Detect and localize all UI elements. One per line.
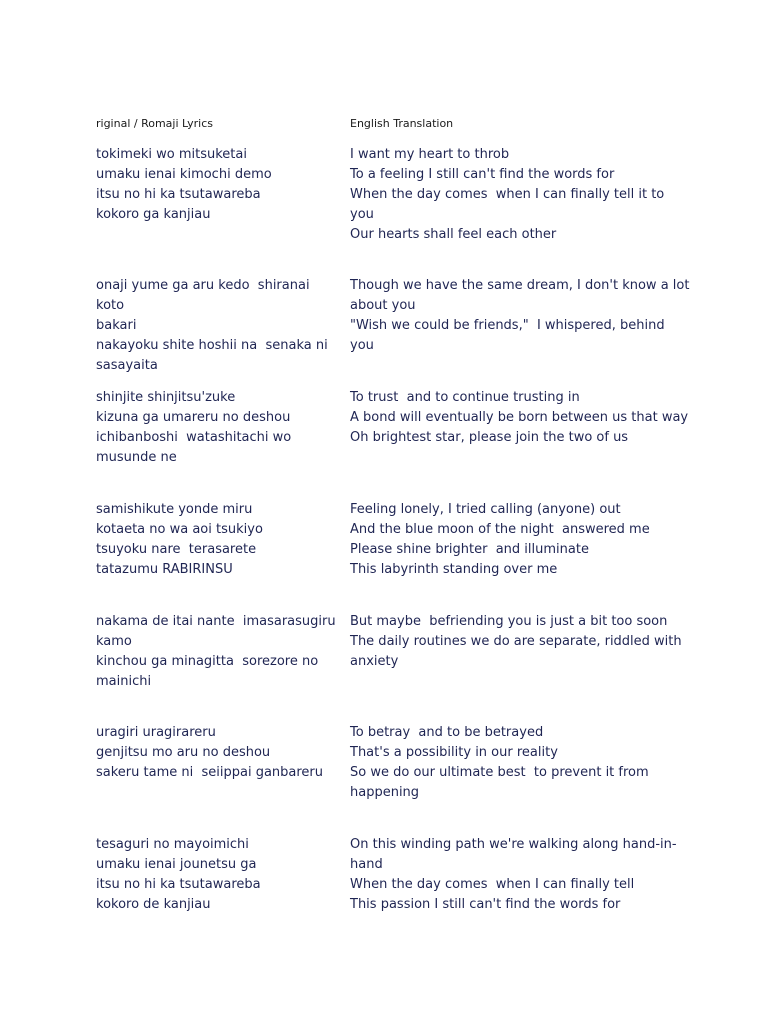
romaji-line: kotaeta no wa aoi tsukiyo <box>96 522 263 537</box>
romaji-line: onaji yume ga aru kedo shiranai koto <box>96 278 314 313</box>
english-column <box>350 612 690 672</box>
english-line: Feeling lonely, I tried calling (anyone) out <box>350 502 621 517</box>
romaji-line: musunde ne <box>96 450 177 465</box>
romaji-line: shinjite shinjitsu'zuke <box>96 390 236 405</box>
english-line: happening <box>350 785 420 800</box>
romaji-line: tesaguri no mayoimichi <box>96 837 249 852</box>
romaji-line: sakeru tame ni seiippai ganbareru <box>96 765 324 780</box>
romaji-line: samishikute yonde miru <box>96 502 253 517</box>
english-line: Our hearts shall feel each other <box>350 227 557 242</box>
romaji-column <box>96 145 336 225</box>
romaji-line: tsuyoku nare terasarete <box>96 542 257 557</box>
english-line: But maybe befriending you is just a bit too soon <box>350 614 668 629</box>
english-line: Please shine brighter and illuminate <box>350 542 589 557</box>
english-line: about you <box>350 298 416 313</box>
romaji-line: tokimeki wo mitsuketai <box>96 147 247 162</box>
romaji-line: tatazumu RABIRINSU <box>96 562 233 577</box>
romaji-line: kizuna ga umareru no deshou <box>96 410 291 425</box>
english-line: hand <box>350 857 383 872</box>
english-line: anxiety <box>350 654 399 669</box>
english-column <box>350 276 690 356</box>
romaji-line: sasayaita <box>96 358 158 373</box>
english-line: "Wish we could be friends," I whispered, behind you <box>350 318 669 353</box>
translation-header: English Translation <box>350 117 454 130</box>
romaji-line: kinchou ga minagitta sorezore no <box>96 654 319 669</box>
english-line: A bond will eventually be born between us that way <box>350 410 689 425</box>
english-line: Though we have the same dream, I don't know a lot <box>350 278 690 293</box>
romaji-line: kokoro ga kanjiau <box>96 207 211 222</box>
romaji-column <box>96 276 336 376</box>
english-line: To a feeling I still can't find the words for <box>350 167 615 182</box>
romaji-line: ichibanboshi watashitachi wo <box>96 430 292 445</box>
romaji-line: mainichi <box>96 674 152 689</box>
english-line: On this winding path we're walking along hand-in- <box>350 837 677 852</box>
romaji-line: bakari <box>96 318 137 333</box>
english-line: That's a possibility in our reality <box>350 745 558 760</box>
english-column <box>350 145 690 245</box>
english-line: So we do our ultimate best to prevent it from <box>350 765 649 780</box>
romaji-column <box>96 500 336 580</box>
english-line: you <box>350 207 374 222</box>
english-column <box>350 723 690 803</box>
romaji-line: itsu no hi ka tsutawareba <box>96 877 261 892</box>
romaji-line: nakayoku shite hoshii na senaka ni <box>96 338 328 353</box>
english-column <box>350 835 690 915</box>
romaji-line: umaku ienai jounetsu ga <box>96 857 257 872</box>
english-line: To betray and to be betrayed <box>350 725 544 740</box>
english-line: This passion I still can't find the words for <box>350 897 621 912</box>
english-line: When the day comes when I can finally tell it to <box>350 187 665 202</box>
romaji-column <box>96 612 336 692</box>
english-line: Oh brightest star, please join the two of us <box>350 430 629 445</box>
english-line: And the blue moon of the night answered me <box>350 522 650 537</box>
romaji-line: umaku ienai kimochi demo <box>96 167 272 182</box>
romaji-column <box>96 388 336 468</box>
romaji-line: genjitsu mo aru no deshou <box>96 745 271 760</box>
english-line: This labyrinth standing over me <box>350 562 558 577</box>
english-column <box>350 500 690 580</box>
romaji-column <box>96 835 336 915</box>
english-line: The daily routines we do are separate, riddled with <box>350 634 682 649</box>
romaji-line: kokoro de kanjiau <box>96 897 211 912</box>
english-column <box>350 388 690 448</box>
english-line: When the day comes when I can finally tell <box>350 877 635 892</box>
romaji-column <box>96 723 336 783</box>
english-line: To trust and to continue trusting in <box>350 390 580 405</box>
romaji-line: nakama de itai nante imasarasugiru <box>96 614 336 629</box>
english-line: I want my heart to throb <box>350 147 510 162</box>
romaji-line: kamo <box>96 634 132 649</box>
romaji-line: uragiri uragirareru <box>96 725 216 740</box>
romaji-line: itsu no hi ka tsutawareba <box>96 187 261 202</box>
original-lyrics-header: riginal / Romaji Lyrics <box>96 117 214 130</box>
